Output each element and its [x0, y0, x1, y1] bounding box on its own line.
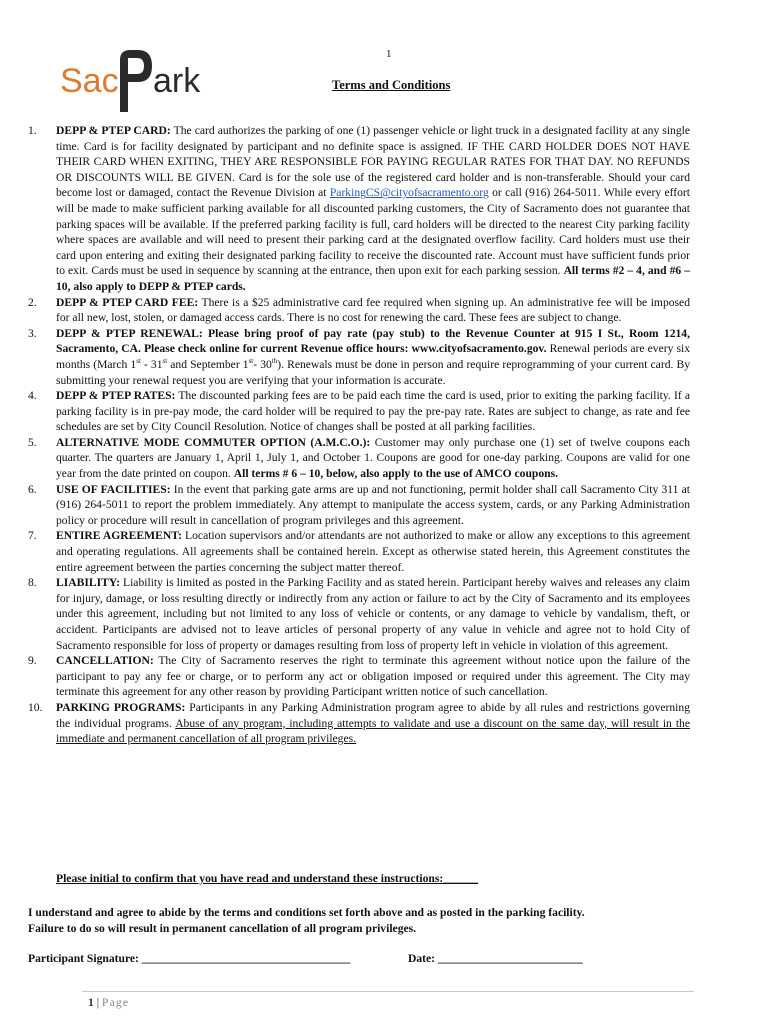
- term-number: 5.: [28, 435, 37, 449]
- page-number-top: 1: [386, 48, 392, 60]
- term-text: Location supervisors and/or attendants are not authorized to make or allow any exceptions to this agreement and operating regulations. All agreements shall be contained herein. Except as otherwise stated herein, this Agreement constitutes the entire agreement between the parties concerning the subject matter thereof.: [56, 529, 690, 574]
- participant-signature-field[interactable]: Participant Signature: ____________________________________: [28, 952, 351, 965]
- term-number: 9.: [28, 654, 37, 668]
- term-bold-tail: All terms # 6 – 10, below, also apply to the use of AMCO coupons.: [233, 467, 559, 481]
- term-6: [28, 482, 690, 529]
- term-label: PARKING PROGRAMS:: [56, 700, 186, 714]
- term-label: CANCELLATION:: [56, 654, 154, 668]
- term-text: Participants in any Parking Administration program agree to abide by all rules and restrictions governing the individual programs.: [56, 700, 690, 730]
- term-text: The City of Sacramento reserves the right to terminate this agreement without notice upon the failure of the participant to pay any fee or charge, or to perform any act or obligation imposed or required under this agreement. The City may terminate this agreement for any other reason by providing Participant written notice of such cancellation.: [56, 654, 690, 699]
- term-text: In the event that parking gate arms are up and not functioning, permit holder shall call Sacramento City 311 at (916) 264-5011 to report the problem immediately. Any attempt to manipulate the access system, cards, or any Parking Administration policy or procedure will result in cancellation of program privileges and this agreement.: [56, 482, 691, 527]
- page-footer: [88, 996, 129, 1009]
- parking-email-link[interactable]: ParkingCS@cityofsacramento.org: [329, 186, 489, 200]
- logo-sac-text: Sac: [60, 62, 119, 100]
- term-label: ALTERNATIVE MODE COMMUTER OPTION (A.M.C.O.):: [56, 435, 371, 449]
- term-10: [28, 700, 690, 747]
- term-8: [28, 575, 690, 653]
- initial-confirmation-field[interactable]: Please initial to confirm that you have read and understand these instructions:______: [56, 872, 478, 885]
- term-5: [28, 435, 690, 482]
- term-3: [28, 326, 690, 388]
- term-label: USE OF FACILITIES:: [56, 482, 171, 496]
- footer-separator: |: [93, 996, 102, 1009]
- agreement-statement: [28, 905, 688, 937]
- term-9: [28, 653, 690, 700]
- ordinal-sup: th: [271, 357, 278, 366]
- term-text: Liability is limited as posted in the Parking Facility and as stated herein. Participant hereby waives and releases any claim for injury, damage, or loss resulting directly or indirectly from any action or failure to act by the City of Sacramento and its employees under this agreement, including but not limited to any loss of vehicle or contents, or any damage to vehicle by vandalism, theft, or accident. Participants are advised not to leave articles of personal property of any value in vehicle and agree not to hold City of Sacramento responsible for loss of property or damages resulting from loss of property left in vehicle in violation of this agreement.: [56, 576, 690, 652]
- logo-ark-text: ark: [153, 62, 201, 100]
- term-text: or call (916) 264-5011. While every effort will be made to make sufficient parking available for all discounted parking customers, the City of Sacramento does not guarantee that parking spaces will be available. If the preferred parking facility is full, card holders will be directed to the nearest City parking facility where spaces are available and will need to present their parking card at the designated overflow facility. Card holders must use their card upon entering and exiting their designated parking facility to receive the discounted rate. Account must have sufficient funds prior to exit. Cards must be used in sequence by scanning at the entrance, then upon exit for each parking session.: [56, 186, 690, 278]
- date-field[interactable]: Date: _________________________: [408, 952, 583, 965]
- ordinal-sup: st: [136, 357, 141, 366]
- footer-page-number: 1: [88, 996, 94, 1009]
- agreement-line: I understand and agree to abide by the terms and conditions set forth above and as posted in the parking facility.: [28, 906, 585, 919]
- term-number: 8.: [28, 576, 37, 590]
- term-number: 10.: [28, 700, 43, 714]
- term-label: DEPP & PTEP CARD:: [56, 124, 171, 137]
- term-text: The card authorizes the parking of one (1) passenger vehicle or light truck in a designated facility at any single time. Card is for facility designated by participant and no definite space is assigned. IF THE CARD HOLDER DOES NOT HAVE THEIR CARD WHEN EXITING, THEY ARE RESPONSIBLE FOR PAYING REGULAR RATES FOR THAT DAY. NO REFUNDS OR DISCOUNTS WILL BE GIVEN. Card is for the sole use of the registered card holder and is non-transferable. Should your card become lost or damaged, contact the Revenue Division at: [56, 124, 690, 200]
- term-label: DEPP & PTEP RENEWAL: Please bring proof of pay rate (pay stub) to the Revenue Counter at 915 I St., Room 1214, Sacramento, CA. Please check online for current Revenue office hours: www.cityofsacramento.gov.: [56, 326, 690, 356]
- ordinal-sup: st: [248, 357, 254, 366]
- term-1: [28, 123, 690, 295]
- term-text: Renewal periods are every six months (March 1: [56, 342, 690, 371]
- footer-divider: [82, 991, 694, 992]
- signature-row: [28, 952, 688, 965]
- term-label: LIABILITY:: [56, 576, 121, 590]
- term-4: [28, 388, 690, 435]
- terms-list: [28, 123, 690, 747]
- ordinal-sup: st: [162, 357, 168, 366]
- agreement-line: Failure to do so will result in permanent cancellation of all program privileges.: [28, 922, 417, 935]
- term-label: DEPP & PTEP RATES:: [56, 389, 176, 403]
- term-number: 6.: [28, 482, 37, 496]
- term-bold-tail: All terms #2 – 4, and #6 – 10, also apply to DEPP & PTEP cards.: [56, 264, 690, 293]
- term-text: and September 1: [167, 357, 249, 371]
- term-text: ). Renewals must be done in person and require reprogramming of your current card. By submitting your renewal request you are verifying that your information is accurate.: [56, 357, 690, 387]
- logo-p-shape: [120, 50, 152, 112]
- term-text: There is a $25 administrative card fee required when signing up. An administrative fee will be imposed for all new, lost, stolen, or damaged access cards. There is no cost for renewing the card. These fees are subject to change.: [56, 295, 691, 325]
- term-2: [28, 295, 690, 326]
- sacpark-logo: [60, 46, 201, 112]
- footer-page-word: Page: [101, 996, 130, 1009]
- term-number: 2.: [28, 295, 37, 309]
- term-text: - 30: [253, 357, 272, 371]
- term-number: 3.: [28, 326, 37, 340]
- page-title: Terms and Conditions: [332, 78, 451, 92]
- term-number: 7.: [28, 529, 37, 543]
- term-text: The discounted parking fees are to be paid each time the card is used, prior to exiting the parking facility. If a parking facility is in pre-pay mode, the card holder will be required to pay the pre-pay rate. Rates are subject to change, as rate and fee schedules are set by City Council Resolution. Notice of changes shall be posted at all parking facilities.: [56, 389, 690, 434]
- term-label: ENTIRE AGREEMENT:: [56, 529, 182, 543]
- term-number: 4.: [28, 389, 37, 403]
- term-number: 1.: [28, 124, 37, 137]
- term-7: [28, 528, 690, 575]
- term-text: - 31: [140, 357, 163, 371]
- term-underline-tail: Abuse of any program, including attempts to validate and use a discount on the same day, will result in the immediate and permanent cancellation of all program privileges.: [56, 716, 690, 746]
- term-text: Customer may only purchase one (1) set of twelve coupons each quarter. The quarters are January 1, April 1, July 1, and October 1. Coupons are good for one-day parking. Coupons are valid for one year from the date printed on coupon.: [56, 435, 690, 481]
- term-label: DEPP & PTEP CARD FEE:: [56, 295, 199, 309]
